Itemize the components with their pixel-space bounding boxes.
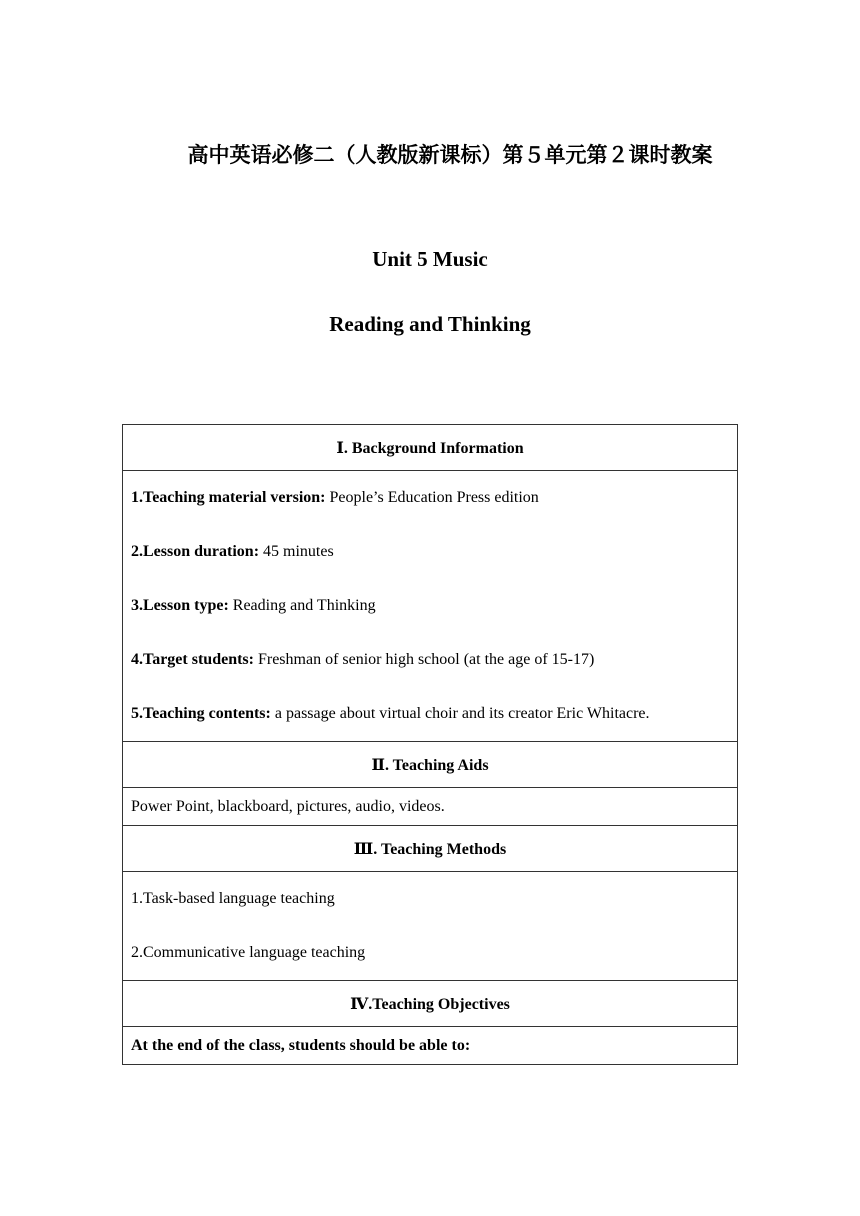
table-row (123, 826, 738, 872)
list-item (131, 471, 729, 525)
item-value: People’s Education Press edition (325, 489, 539, 506)
list-item (131, 525, 729, 579)
list-item (131, 633, 729, 687)
list-item (131, 579, 729, 633)
table-row (123, 471, 738, 742)
table-row (123, 742, 738, 788)
item-value: 45 minutes (259, 543, 334, 560)
item-value: a passage about virtual choir and its creator Eric Whitacre. (270, 705, 650, 722)
teaching-objectives-content (123, 1027, 738, 1065)
table-row (123, 788, 738, 826)
list-item (131, 687, 729, 741)
section-title: Reading and Thinking (329, 312, 531, 336)
teaching-aids-heading: Ⅱ. Teaching Aids (123, 742, 738, 788)
table-row (123, 1027, 738, 1065)
item-value: Freshman of senior high school (at the age of 15-17) (253, 651, 595, 668)
item-label: 5.Teaching contents: (131, 705, 271, 722)
table-row (123, 981, 738, 1027)
table-row (123, 872, 738, 981)
item-value: Reading and Thinking (228, 597, 376, 614)
table-row (123, 425, 738, 471)
item-label: 2.Lesson duration: (131, 543, 260, 560)
teaching-aids-content (123, 788, 738, 826)
teaching-aids-text: Power Point, blackboard, pictures, audio, videos. (131, 798, 445, 815)
item-label: 3.Lesson type: (131, 597, 229, 614)
item-label: 1.Teaching material version: (131, 489, 326, 506)
document-title: 高中英语必修二（人教版新课标）第５单元第２课时教案 (187, 143, 713, 167)
list-item: 2.Communicative language teaching (131, 944, 366, 961)
unit-title: Unit 5 Music (372, 247, 488, 271)
teaching-methods-heading: Ⅲ. Teaching Methods (123, 826, 738, 872)
teaching-objectives-heading: Ⅳ.Teaching Objectives (123, 981, 738, 1027)
teaching-methods-content (123, 872, 738, 981)
item-label: 4.Target students: (131, 651, 254, 668)
background-information-heading: Ⅰ. Background Information (123, 425, 738, 471)
background-information-content (123, 471, 738, 742)
teaching-objectives-text: At the end of the class, students should be able to: (131, 1037, 471, 1054)
list-item: 1.Task-based language teaching (131, 890, 335, 907)
lesson-plan-table (122, 424, 738, 1065)
